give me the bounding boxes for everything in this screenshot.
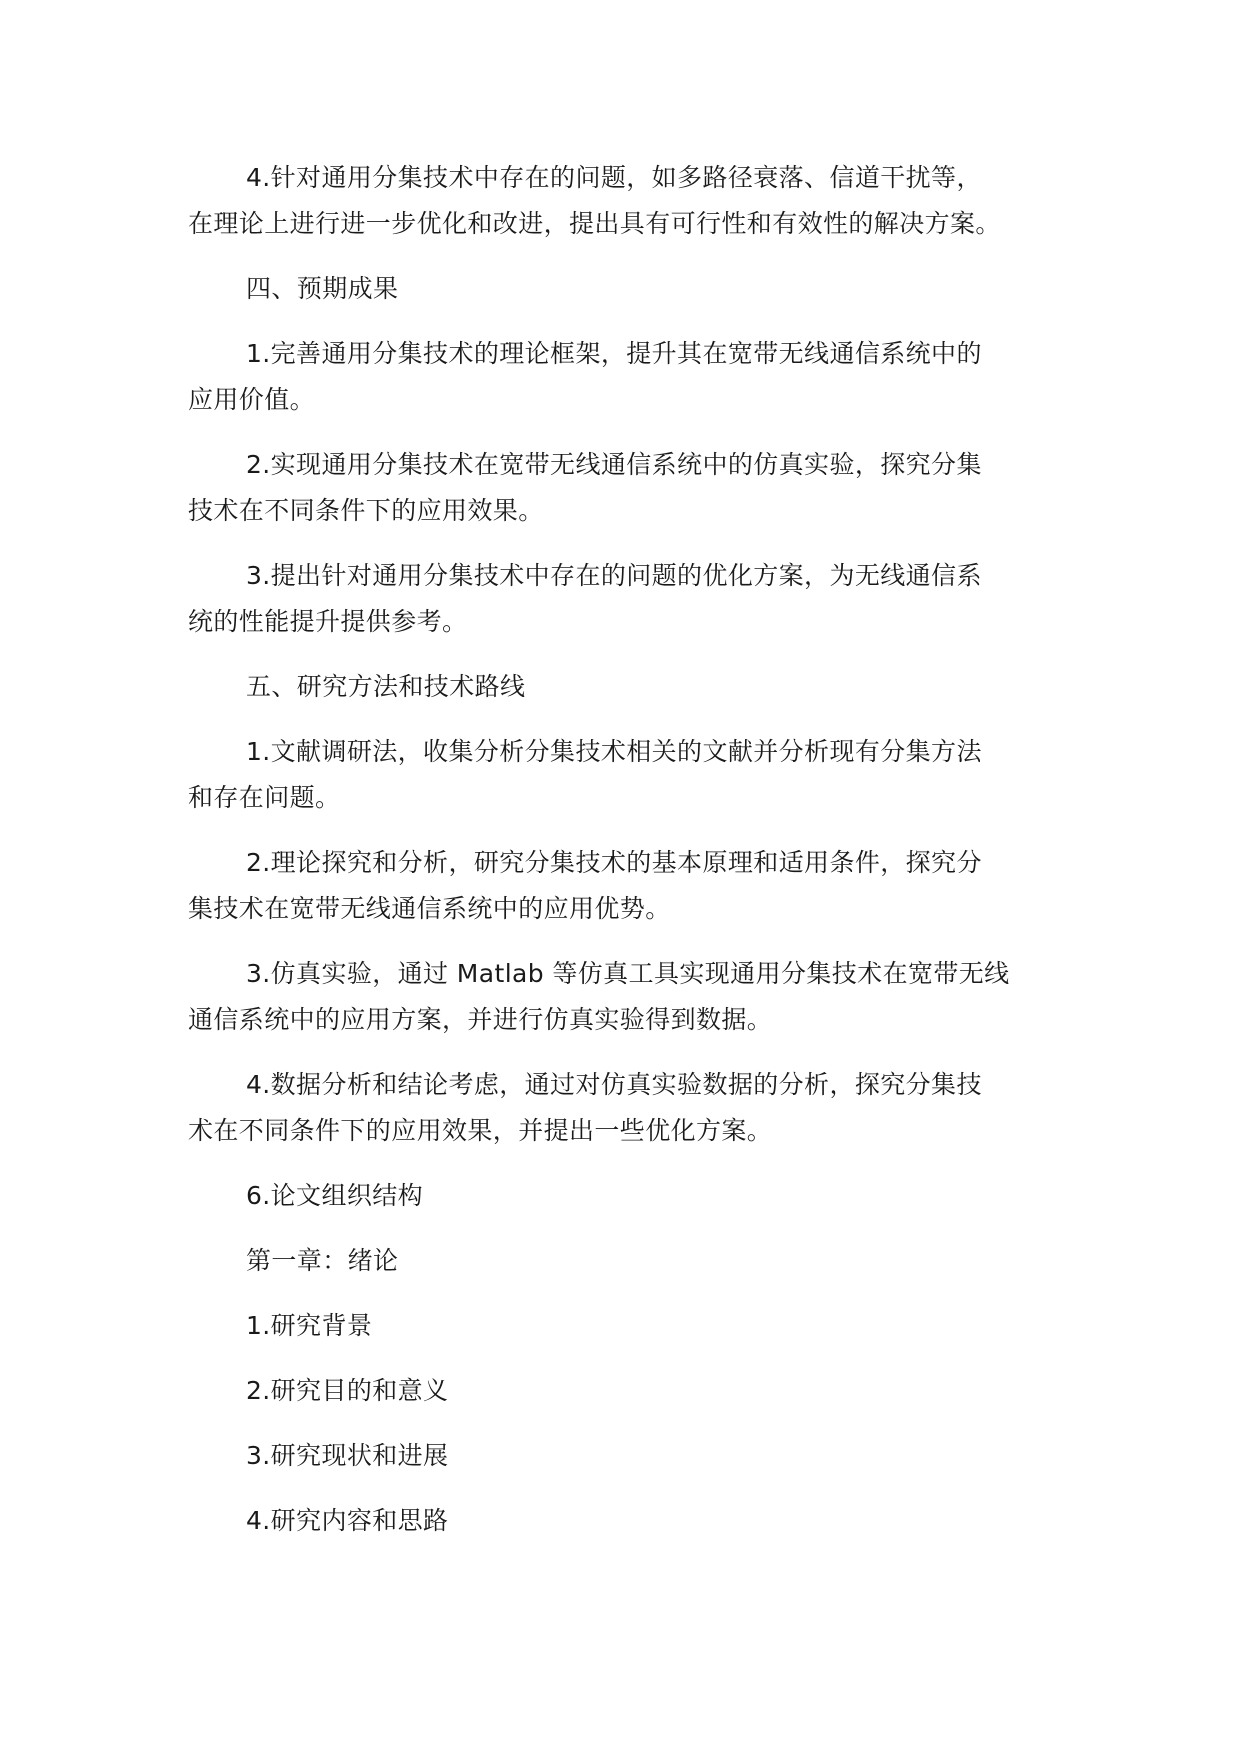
paragraph-line: 技术在不同条件下的应用效果。 <box>188 496 544 525</box>
paragraph-problem-optimization <box>188 155 1068 247</box>
paragraph-line: 2.实现通用分集技术在宽带无线通信系统中的仿真实验，探究分集 <box>246 450 982 479</box>
paragraph-method-2 <box>188 840 1068 932</box>
paragraph-method-3 <box>188 951 1068 1043</box>
paragraph-method-4 <box>188 1062 1068 1154</box>
paragraph-line: 2.理论探究和分析，研究分集技术的基本原理和适用条件，探究分 <box>246 848 982 877</box>
paragraph-line: 统的性能提升提供参考。 <box>188 607 468 636</box>
paragraph-line: 和存在问题。 <box>188 783 341 812</box>
section-heading-methods: 五、研究方法和技术路线 <box>246 672 526 701</box>
paragraph-line: 在理论上进行进一步优化和改进，提出具有可行性和有效性的解决方案。 <box>188 209 1001 238</box>
paragraph-result-1 <box>188 331 1068 423</box>
section-heading-expected-results: 四、预期成果 <box>246 274 399 303</box>
paragraph-line: 术在不同条件下的应用效果，并提出一些优化方案。 <box>188 1116 773 1145</box>
outline-item-content: 4.研究内容和思路 <box>246 1506 449 1535</box>
paragraph-line: 应用价值。 <box>188 385 316 414</box>
paragraph-line: 1.完善通用分集技术的理论框架，提升其在宽带无线通信系统中的 <box>246 339 982 368</box>
paragraph-line: 3.仿真实验，通过 Matlab 等仿真工具实现通用分集技术在宽带无线 <box>246 959 1010 988</box>
paragraph-line: 通信系统中的应用方案，并进行仿真实验得到数据。 <box>188 1005 773 1034</box>
paragraph-line: 1.文献调研法，收集分析分集技术相关的文献并分析现有分集方法 <box>246 737 982 766</box>
chapter-heading-introduction: 第一章：绪论 <box>246 1246 399 1275</box>
outline-item-purpose: 2.研究目的和意义 <box>246 1376 449 1405</box>
outline-item-status: 3.研究现状和进展 <box>246 1441 449 1470</box>
paragraph-result-3 <box>188 553 1068 645</box>
section-heading-thesis-structure: 6.论文组织结构 <box>246 1181 424 1210</box>
paragraph-line: 4.针对通用分集技术中存在的问题，如多路径衰落、信道干扰等， <box>246 163 982 192</box>
paragraph-line: 4.数据分析和结论考虑，通过对仿真实验数据的分析，探究分集技 <box>246 1070 982 1099</box>
outline-item-background: 1.研究背景 <box>246 1311 373 1340</box>
paragraph-result-2 <box>188 442 1068 534</box>
document-body <box>188 155 1068 1563</box>
paragraph-method-1 <box>188 729 1068 821</box>
paragraph-line: 集技术在宽带无线通信系统中的应用优势。 <box>188 894 671 923</box>
paragraph-line: 3.提出针对通用分集技术中存在的问题的优化方案，为无线通信系 <box>246 561 982 590</box>
